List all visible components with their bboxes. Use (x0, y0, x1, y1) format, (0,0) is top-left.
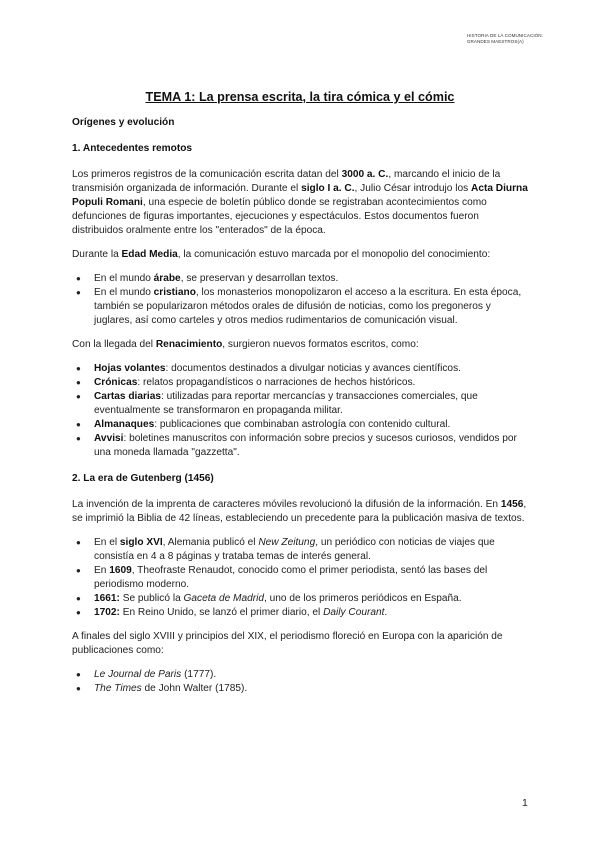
list-middle-ages (72, 272, 528, 328)
document-body (72, 116, 528, 696)
page-number: 1 (522, 797, 528, 809)
list-item: ● En el mundo árabe, se preservan y desarrollan textos. (72, 272, 528, 286)
list-european-publications (72, 668, 528, 696)
list-item: ● Le Journal de Paris (1777). (72, 668, 528, 682)
page-header (467, 33, 543, 45)
list-gutenberg-era (72, 536, 528, 620)
page-title: TEMA 1: La prensa escrita, la tira cómica y el cómic (145, 90, 455, 104)
header-line-1: HISTORIA DE LA COMUNICACIÓN: (466, 33, 543, 38)
list-item: ● 1661: Se publicó la Gaceta de Madrid, uno de los primeros periódicos en España. (72, 592, 528, 606)
paragraph-s2-p1: La invención de la imprenta de caracteres móviles revolucionó la difusión de la información. En 1456, se imprimió la Biblia de 42 líneas, estableciendo un precedente para la publicación masiva de textos. (72, 499, 527, 524)
section-heading-1: 1. Antecedentes remotos (72, 143, 193, 154)
paragraph-s1-p1: Los primeros registros de la comunicación escrita datan del 3000 a. C., marcando el inicio de la transmisión organizada de información. Durante el siglo I a. C., Julio César introdujo los Acta Diurna Populi Romani, una especie de boletín público donde se registraban acontecimientos como defunciones de figuras importantes, ejecuciones y espectáculos. Estos documentos fueron distribuidos oralmente entre los "enterados" de la época. (72, 169, 528, 236)
list-item: ● Hojas volantes: documentos destinados a divulgar noticias y avances científicos. (72, 362, 528, 376)
paragraph-s1-p3: Con la llegada del Renacimiento, surgieron nuevos formatos escritos, como: (72, 339, 419, 350)
header-line-2: GRANDES MAESTROS(A) (466, 39, 524, 45)
list-item: ● En 1609, Theofraste Renaudot, conocido como el primer periodista, sentó las bases del periodismo moderno. (72, 564, 528, 592)
list-item: ● En el siglo XVI, Alemania publicó el New Zeitung, un periódico con noticias de viajes que consistía en 4 a 8 páginas y trataba temas de interés general. (72, 536, 528, 564)
list-item: ● The Times de John Walter (1785). (72, 682, 528, 696)
paragraph-s1-p2: Durante la Edad Media, la comunicación estuvo marcada por el monopolio del conocimiento: (72, 249, 491, 260)
list-renaissance-formats (72, 362, 528, 460)
list-item: ● Avvisi: boletines manuscritos con información sobre precios y sucesos curiosos, vendidos por una moneda llamada "gazzetta". (72, 432, 528, 460)
list-item: ● En el mundo cristiano, los monasterios monopolizaron el acceso a la escritura. En esta época, también se popularizaron métodos orales de difusión de noticias, como los pregoneros y juglares, así como carteles y otros medios rudimentarios de comunicación visual. (72, 286, 528, 328)
list-item: ● Crónicas: relatos propagandísticos o narraciones de hechos históricos. (72, 376, 528, 390)
paragraph-s2-p2: A finales del siglo XVIII y principios del XIX, el periodismo floreció en Europa con la aparición de publicaciones como: (72, 631, 503, 656)
list-item: ● Cartas diarias: utilizadas para reportar mercancías y transacciones comerciales, que eventualmente se transformaron en propaganda militar. (72, 390, 528, 418)
section-heading-2: 2. La era de Gutenberg (1456) (72, 473, 214, 484)
list-item: ● 1702: En Reino Unido, se lanzó el primer diario, el Daily Courant. (72, 606, 528, 620)
list-item: ● Almanaques: publicaciones que combinaban astrología con contenido cultural. (72, 418, 528, 432)
section-heading-origins: Orígenes y evolución (72, 117, 175, 128)
